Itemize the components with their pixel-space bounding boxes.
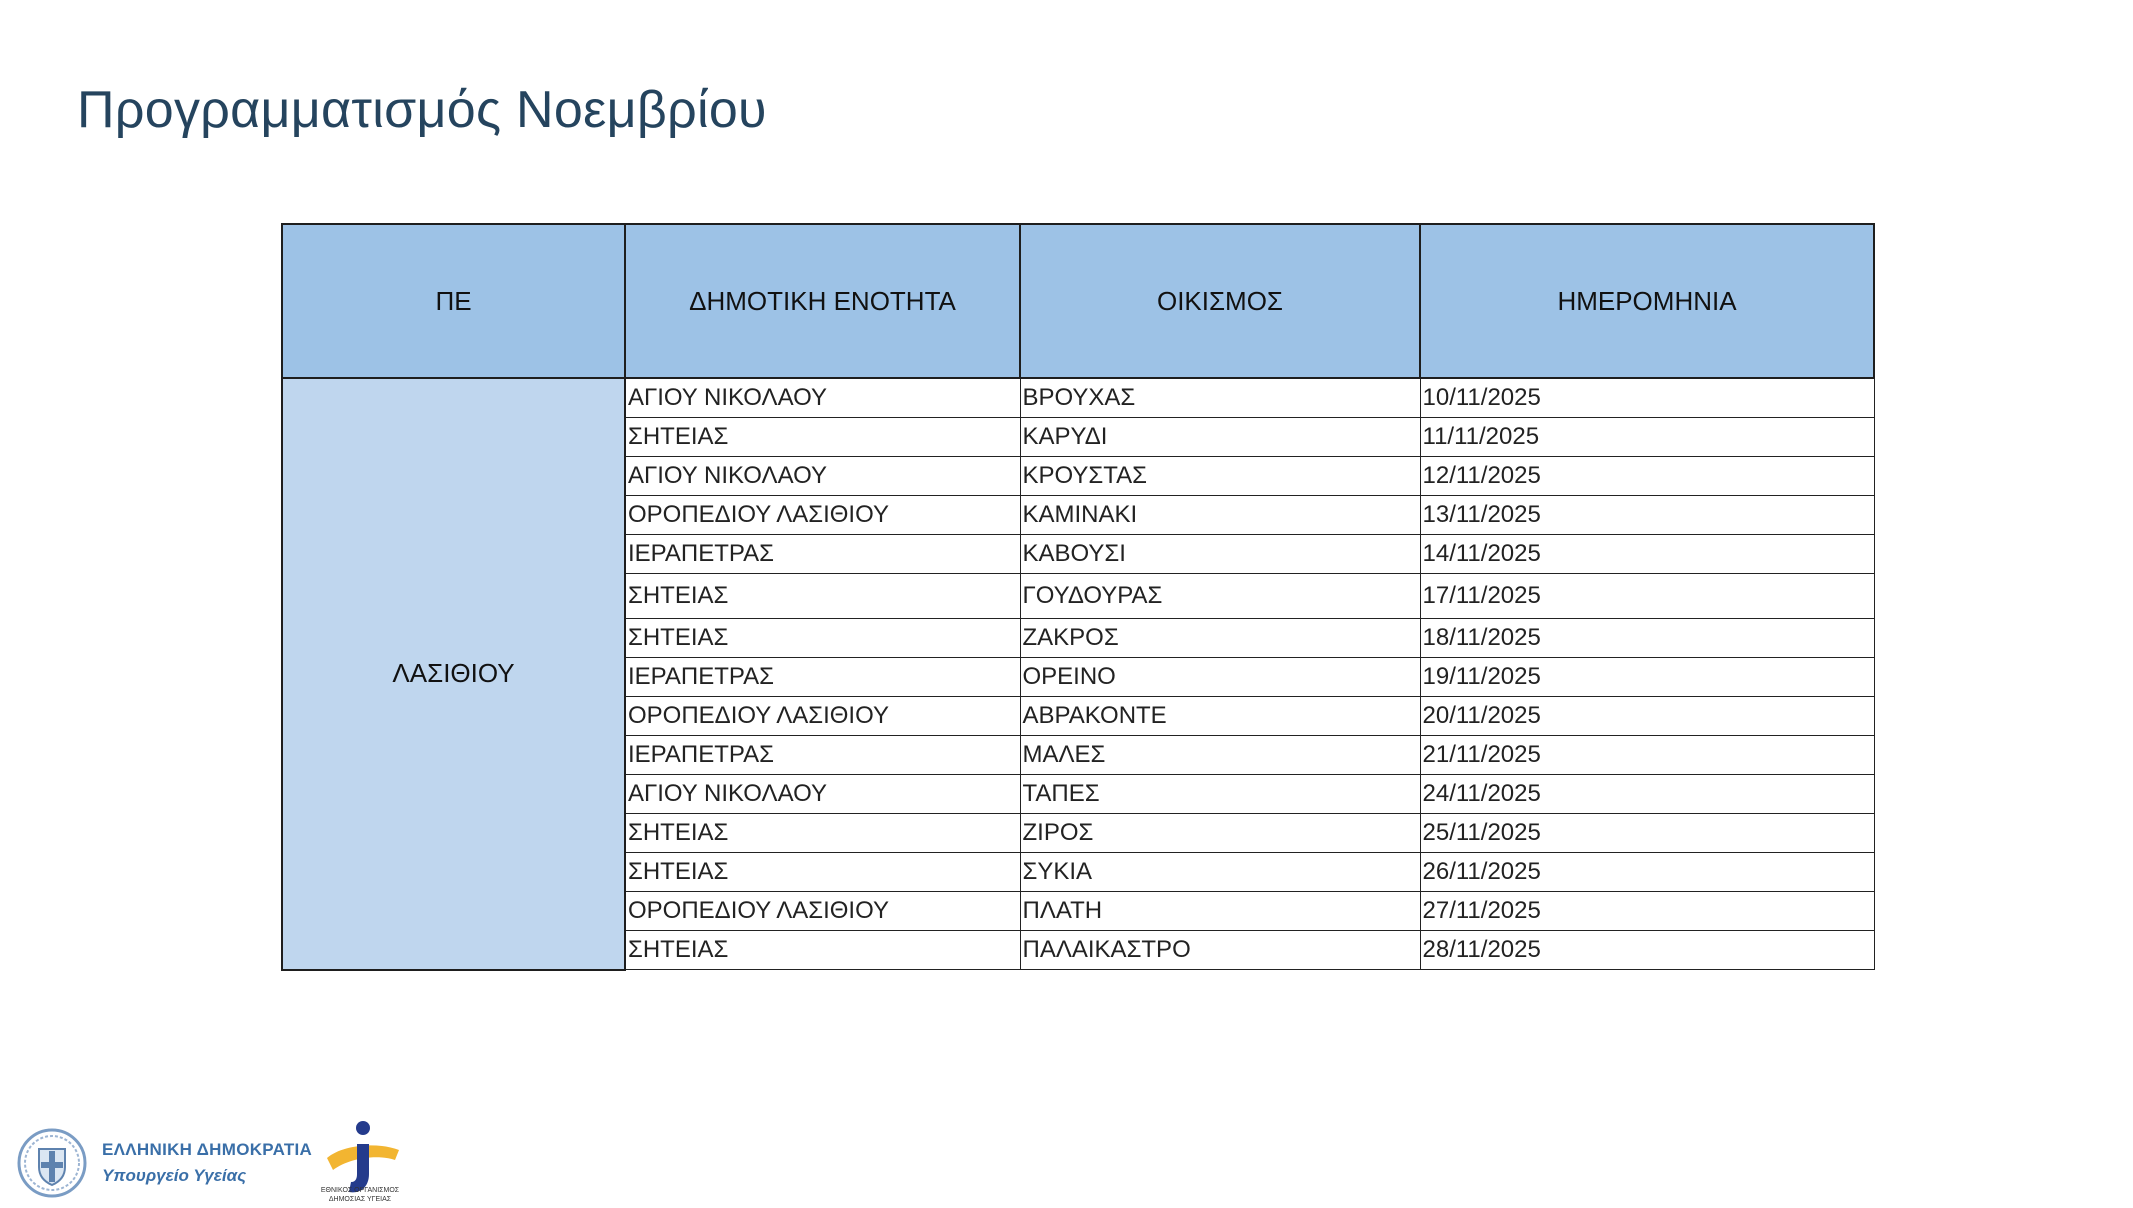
settlement-cell: ΒΡΟΥΧΑΣ [1020,378,1420,418]
pe-cell: ΛΑΣΙΘΙΟΥ [282,378,625,970]
municipal-unit-cell: ΣΗΤΕΙΑΣ [625,814,1020,853]
settlement-cell: ΤΑΠΕΣ [1020,775,1420,814]
settlement-cell: ΠΑΛΑΙΚΑΣΤΡΟ [1020,931,1420,970]
table-row [282,378,1874,418]
settlement-cell: ΓΟΥΔΟΥΡΑΣ [1020,574,1420,619]
date-cell: 26/11/2025 [1420,853,1874,892]
header-date: ΗΜΕΡΟΜΗΝΙΑ [1420,224,1874,378]
footer-government [16,1118,312,1208]
date-cell: 21/11/2025 [1420,736,1874,775]
ministry-name-line: Υπουργείο Υγείας [102,1166,247,1185]
date-cell: 14/11/2025 [1420,535,1874,574]
municipal-unit-cell: ΣΗΤΕΙΑΣ [625,931,1020,970]
settlement-cell: ΖΙΡΟΣ [1020,814,1420,853]
page-title: Προγραμματισμός Νοεμβρίου [77,81,767,139]
municipal-unit-cell: ΑΓΙΟΥ ΝΙΚΟΛΑΟΥ [625,378,1020,418]
settlement-cell: ΚΑΒΟΥΣΙ [1020,535,1420,574]
municipal-unit-cell: ΙΕΡΑΠΕΤΡΑΣ [625,535,1020,574]
date-cell: 28/11/2025 [1420,931,1874,970]
settlement-cell: ΟΡΕΙΝΟ [1020,658,1420,697]
municipal-unit-cell: ΑΓΙΟΥ ΝΙΚΟΛΑΟΥ [625,775,1020,814]
date-cell: 18/11/2025 [1420,619,1874,658]
settlement-cell: ΑΒΡΑΚΟΝΤΕ [1020,697,1420,736]
settlement-cell: ΚΑΜΙΝΑΚΙ [1020,496,1420,535]
greek-republic-seal-icon [16,1127,88,1199]
date-cell: 17/11/2025 [1420,574,1874,619]
settlement-cell: ΣΥΚΙΑ [1020,853,1420,892]
municipal-unit-cell: ΟΡΟΠΕΔΙΟΥ ΛΑΣΙΘΙΟΥ [625,697,1020,736]
municipal-unit-cell: ΟΡΟΠΕΔΙΟΥ ΛΑΣΙΘΙΟΥ [625,892,1020,931]
municipal-unit-cell: ΟΡΟΠΕΔΙΟΥ ΛΑΣΙΘΙΟΥ [625,496,1020,535]
municipal-unit-cell: ΑΓΙΟΥ ΝΙΚΟΛΑΟΥ [625,457,1020,496]
settlement-cell: ΜΑΛΕΣ [1020,736,1420,775]
header-pe: ΠΕ [282,224,625,378]
settlement-cell: ΠΛΑΤΗ [1020,892,1420,931]
settlement-cell: ΚΑΡΥΔΙ [1020,418,1420,457]
header-settlement: ΟΙΚΙΣΜΟΣ [1020,224,1420,378]
settlement-cell: ΚΡΟΥΣΤΑΣ [1020,457,1420,496]
header-row [282,224,1874,378]
gov-name-line: ΕΛΛΗΝΙΚΗ ΔΗΜΟΚΡΑΤΙΑ [102,1140,313,1159]
date-cell: 25/11/2025 [1420,814,1874,853]
municipal-unit-cell: ΣΗΤΕΙΑΣ [625,619,1020,658]
municipal-unit-cell: ΣΗΤΕΙΑΣ [625,853,1020,892]
municipal-unit-cell: ΙΕΡΑΠΕΤΡΑΣ [625,736,1020,775]
eody-caption: ΕΘΝΙΚΟΣ ΟΡΓΑΝΙΣΜΟΣ ΔΗΜΟΣΙΑΣ ΥΓΕΙΑΣ [320,1187,400,1203]
header-municipal-unit: ΔΗΜΟΤΙΚΗ ΕΝΟΤΗΤΑ [625,224,1020,378]
municipal-unit-cell: ΣΗΤΕΙΑΣ [625,418,1020,457]
date-cell: 20/11/2025 [1420,697,1874,736]
schedule-table [281,223,1875,971]
settlement-cell: ΖΑΚΡΟΣ [1020,619,1420,658]
date-cell: 10/11/2025 [1420,378,1874,418]
municipal-unit-cell: ΣΗΤΕΙΑΣ [625,574,1020,619]
date-cell: 13/11/2025 [1420,496,1874,535]
date-cell: 12/11/2025 [1420,457,1874,496]
date-cell: 27/11/2025 [1420,892,1874,931]
municipal-unit-cell: ΙΕΡΑΠΕΤΡΑΣ [625,658,1020,697]
date-cell: 11/11/2025 [1420,418,1874,457]
date-cell: 24/11/2025 [1420,775,1874,814]
date-cell: 19/11/2025 [1420,658,1874,697]
